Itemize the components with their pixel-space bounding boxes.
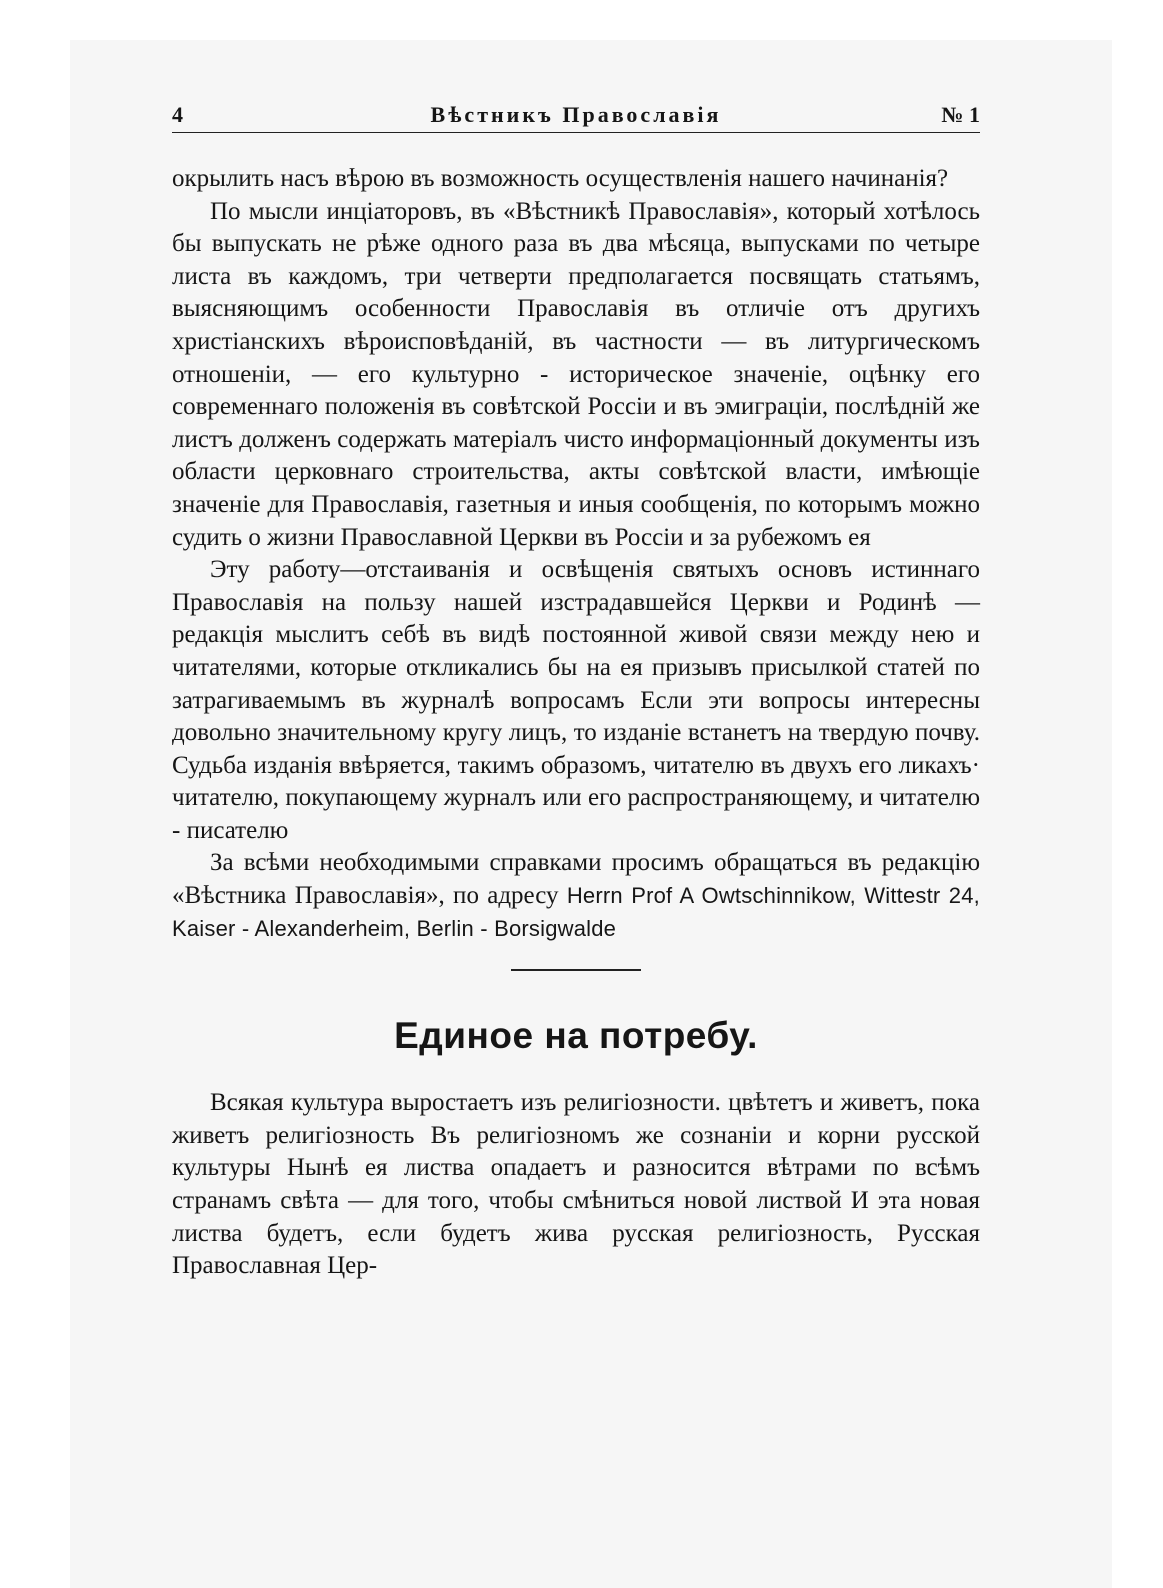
paragraph-readers: Эту работу—отстаиванія и освѣщенія святыхъ основъ истиннаго Православія на пользу нашей изстрадавшейся Церкви и Родинѣ — редакція мыслитъ себѣ въ видѣ постоянной живой связи между нею и читателями, которые откликались бы на ея призывъ присылкой статей по затрагиваемымъ въ журналѣ вопросамъ Если эти вопросы интересны довольно значительному кругу лицъ, то изданіе встанетъ на твердую почву. Судьба изданія ввѣряется, такимъ образомъ, читателю въ двухъ его ликахъ· читателю, покупающему журналъ или его распространяющему, и читателю - писателю <box>172 556 980 844</box>
paragraph-continuation: окрылить насъ вѣрою въ возможность осуществленія нашего начинанія? <box>172 165 949 192</box>
contact-text: За всѣми необходимыми справками просимъ обращаться въ редакцію «Вѣстника Православія», по адресу <box>172 849 980 910</box>
paragraph-contact <box>172 847 980 945</box>
document-page <box>172 98 980 1283</box>
article-title: Единое на потребу. <box>394 1015 758 1057</box>
running-header <box>172 98 980 133</box>
section-divider <box>511 969 641 971</box>
contact-address: Herrn Prof A Owtschinnikow, Wittestr 24, Kaiser - Alexanderheim, Berlin - Borsigwalde <box>172 883 980 941</box>
page-number: 4 <box>172 102 183 127</box>
article-paragraph: Всякая культура выростаетъ изъ религіозности. цвѣтетъ и живетъ, пока живетъ религіозность Въ религіозномъ же сознаніи и корни русской культуры Нынѣ ея листва опадаетъ и разносится вѣтрами по всѣмъ странамъ свѣта — для того, чтобы смѣниться новой листвой И эта новая листва будетъ, если будетъ жива русская религіозность, Русская Православная Цер- <box>172 1089 980 1280</box>
paragraph-initiators: По мысли инціаторовъ, въ «Вѣстникѣ Православія», который хотѣлось бы выпускать не рѣже одного раза въ два мѣсяца, выпусками по четыре листа въ каждомъ, три четверти предполагается посвящать статьямъ, выясняющимъ особенности Православія въ отличіе отъ другихъ христіанскихъ вѣроисповѣданій, въ частности — въ литургическомъ отношеніи, — его культурно - историческое значеніе, оцѣнку его современнаго положенія въ совѣтской Россіи и въ эмиграціи, послѣдній же листъ долженъ содержать матеріалъ чисто информаціонный документы изъ области церковнаго строительства, акты совѣтской власти, имѣющіе значеніе для Православія, газетныя и иныя сообщенія, по которымъ можно судить о жизни Православной Церкви въ Россіи и за рубежомъ ея <box>172 197 980 551</box>
page-body <box>172 133 980 1283</box>
journal-title: Вѣстникъ Православія <box>430 102 722 127</box>
issue-number: № 1 <box>941 102 980 127</box>
